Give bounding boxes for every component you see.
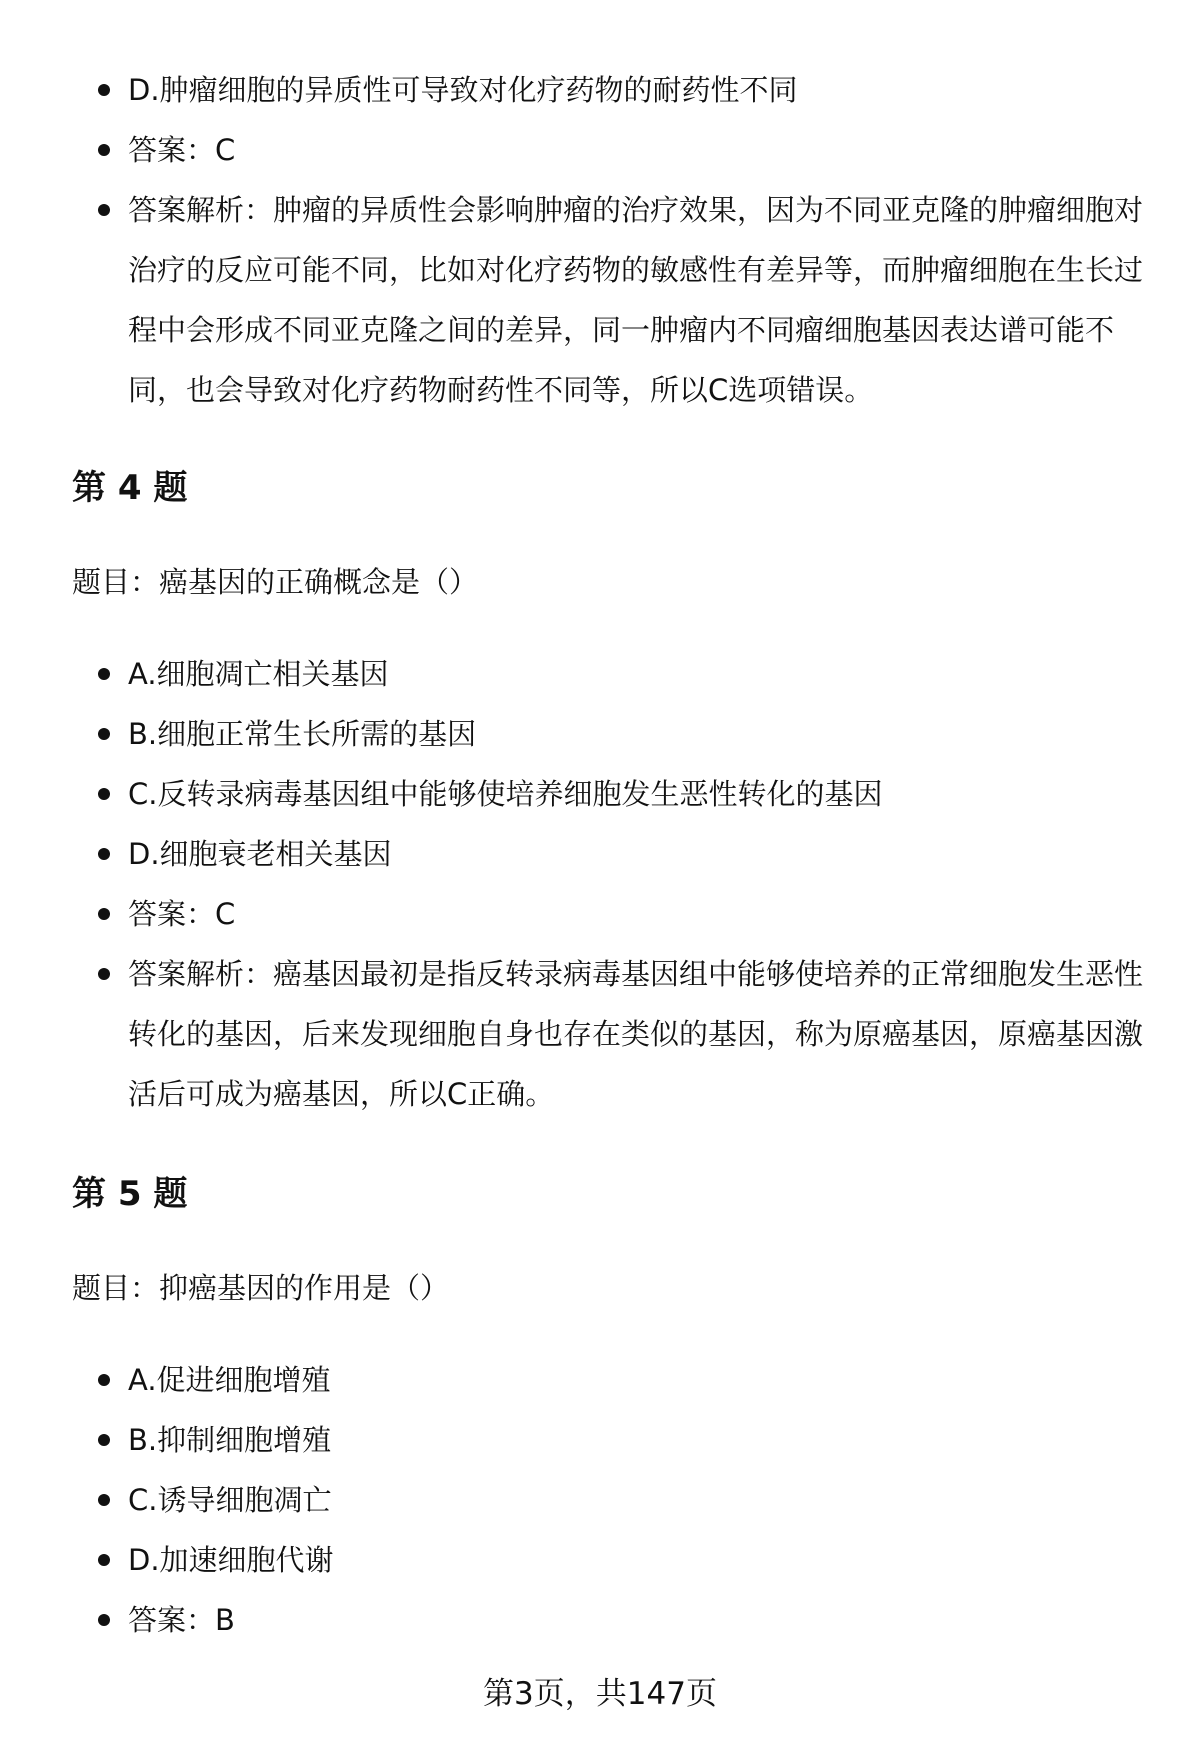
bullet-icon	[98, 204, 110, 216]
q5-option-d: D.加速细胞代谢	[128, 1543, 334, 1577]
list-item	[128, 1530, 1148, 1590]
q5-option-b: B.抑制细胞增殖	[128, 1423, 332, 1457]
page-number: 第3页，共147页	[483, 1676, 717, 1712]
q4-question: 题目：癌基因的正确概念是（）	[72, 565, 479, 599]
q5-heading: 第 5 题	[72, 1174, 188, 1214]
bullet-icon	[98, 728, 110, 740]
q5-list	[128, 1350, 1148, 1650]
q5-option-c: C.诱导细胞凋亡	[128, 1483, 332, 1517]
bullet-icon	[98, 1614, 110, 1626]
list-item	[128, 180, 1148, 420]
list-item	[128, 764, 1148, 824]
q4-answer: 答案：C	[128, 897, 236, 931]
q4-heading: 第 4 题	[72, 468, 188, 508]
bullet-icon	[98, 1434, 110, 1446]
q3-option-d: D.肿瘤细胞的异质性可导致对化疗药物的耐药性不同	[128, 73, 798, 107]
q3-explanation: 答案解析：肿瘤的异质性会影响肿瘤的治疗效果，因为不同亚克隆的肿瘤细胞对治疗的反应可能不同，比如对化疗药物的敏感性有差异等，而肿瘤细胞在生长过程中会形成不同亚克隆之间的差异，同一肿瘤内不同瘤细胞基因表达谱可能不同，也会导致对化疗药物耐药性不同等，所以C选项错误。	[128, 193, 1144, 407]
list-item	[128, 644, 1148, 704]
q4-list	[128, 644, 1148, 1124]
q5-answer: 答案：B	[128, 1603, 235, 1637]
list-item	[128, 704, 1148, 764]
list-item	[128, 1350, 1148, 1410]
bullet-icon	[98, 1374, 110, 1386]
bullet-icon	[98, 908, 110, 920]
bullet-icon	[98, 84, 110, 96]
list-item	[128, 824, 1148, 884]
bullet-icon	[98, 788, 110, 800]
q5-option-a: A.促进细胞增殖	[128, 1363, 331, 1397]
list-item	[128, 1590, 1148, 1650]
bullet-icon	[98, 1554, 110, 1566]
list-item	[128, 944, 1148, 1124]
bullet-icon	[98, 968, 110, 980]
q4-option-b: B.细胞正常生长所需的基因	[128, 717, 477, 751]
bullet-icon	[98, 668, 110, 680]
bullet-icon	[98, 848, 110, 860]
bullet-icon	[98, 144, 110, 156]
q5-question: 题目：抑癌基因的作用是（）	[72, 1271, 450, 1305]
q3-continuation-list	[128, 60, 1148, 420]
list-item	[128, 1470, 1148, 1530]
q3-answer: 答案：C	[128, 133, 236, 167]
q4-option-a: A.细胞凋亡相关基因	[128, 657, 389, 691]
list-item	[128, 1410, 1148, 1470]
list-item	[128, 120, 1148, 180]
q4-option-c: C.反转录病毒基因组中能够使培养细胞发生恶性转化的基因	[128, 777, 883, 811]
bullet-icon	[98, 1494, 110, 1506]
list-item	[128, 884, 1148, 944]
list-item	[128, 60, 1148, 120]
q4-option-d: D.细胞衰老相关基因	[128, 837, 392, 871]
q4-explanation: 答案解析：癌基因最初是指反转录病毒基因组中能够使培养的正常细胞发生恶性转化的基因，后来发现细胞自身也存在类似的基因，称为原癌基因，原癌基因激活后可成为癌基因，所以C正确。	[128, 957, 1144, 1111]
